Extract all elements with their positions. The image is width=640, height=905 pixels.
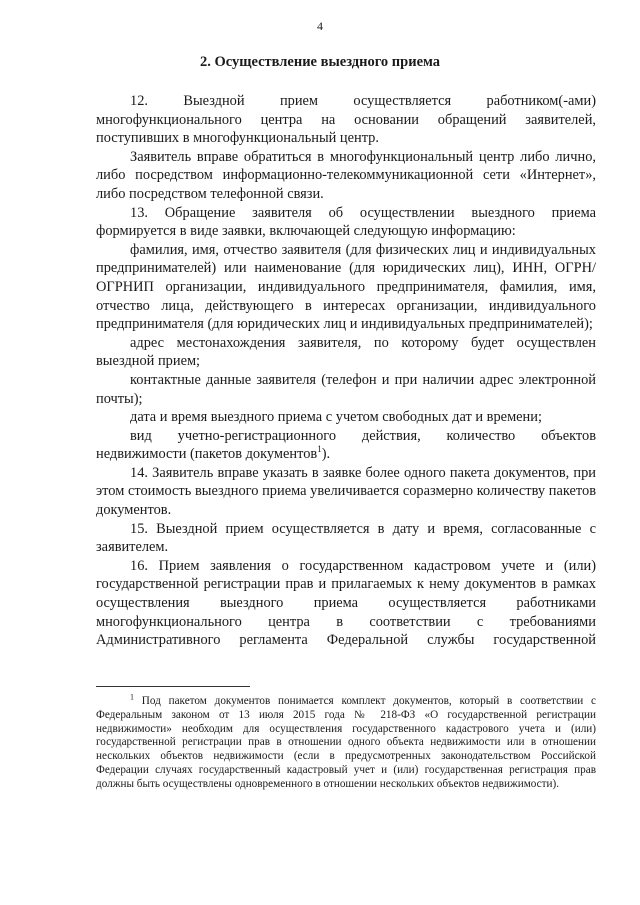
list-item-contacts: контактные данные заявителя (телефон и при наличии адрес электронной почты); bbox=[96, 371, 596, 407]
footnote-divider bbox=[96, 686, 250, 687]
paragraph-applicant-right: Заявитель вправе обратиться в многофункциональный центр либо лично, либо посредством информационно-телекоммуникационной сети «Интернет», либо посредством телефонной связи. bbox=[96, 148, 596, 202]
paragraph-12: 12. Выездной прием осуществляется работником(-ами) многофункционального центра на основании обращений заявителей, поступивших в многофункциональный центр. bbox=[96, 93, 596, 147]
list-item-action-type-tail: ). bbox=[321, 446, 331, 463]
page-number: 4 bbox=[317, 19, 323, 33]
list-item-date-time: дата и время выездного приема с учетом свободных дат и времени; bbox=[130, 409, 542, 426]
footnote bbox=[96, 692, 596, 792]
paragraph-15: 15. Выездной прием осуществляется в дату и время, согласованные с заявителем. bbox=[96, 520, 596, 556]
section-heading: 2. Осуществление выездного приема bbox=[199, 54, 441, 70]
footnote-reference[interactable]: 1 bbox=[317, 444, 322, 455]
paragraph-16: 16. Прием заявления о государственном кадастровом учете и (или) государственной регистрации прав и прилагаемых к нему документов в рамках осуществления выездного приема осуществляется работниками многофункционального центра в соответствии с требованиями Административного регламента Федеральной службы государственной bbox=[96, 557, 596, 649]
paragraph-13: 13. Обращение заявителя об осуществлении выездного приема формируется в виде заявки, включающей следующую информацию: bbox=[96, 204, 596, 240]
footnote-text: Под пакетом документов понимается комплект документов, который в соответствии с Федеральным законом от 13 июля 2015 года № 218-ФЗ «О государственной регистрации недвижимости» необходим для осуществления государственного кадастрового учета и (или) государственной регистрации прав в отношении одного объекта недвижимости или в отношении нескольких объектов недвижимости (если в предусмотренных законодательством Российской Федерации случаях государственный кадастровый учет и (или) государственная регистрация прав должны быть осуществлены одновременного в отношении нескольких объектов недвижимости). bbox=[96, 695, 596, 790]
body-text bbox=[96, 92, 596, 650]
paragraph-14: 14. Заявитель вправе указать в заявке более одного пакета документов, при этом стоимость выездного приема увеличивается соразмерно количеству пакетов документов. bbox=[96, 464, 596, 519]
list-item-address: адрес местонахождения заявителя, по которому будет осуществлен выездной прием; bbox=[96, 334, 596, 370]
footnote-marker: 1 bbox=[130, 692, 134, 702]
list-item-applicant-name: фамилия, имя, отчество заявителя (для физических лиц и индивидуальных предпринимателей) или наименование (для юридических лиц), ИНН, ОГРН/ОГРНИП организации, индивидуального предпринимателя, фамилия, имя, отчество лица, действующего в интересах организации, индивидуального предпринимателя (для юридических лиц и индивидуальных предпринимателей); bbox=[96, 241, 596, 333]
list-item-action-type-text: вид учетно-регистрационного действия, количество объектов недвижимости (пакетов документов bbox=[96, 427, 596, 463]
list-item-action-type bbox=[96, 427, 596, 464]
